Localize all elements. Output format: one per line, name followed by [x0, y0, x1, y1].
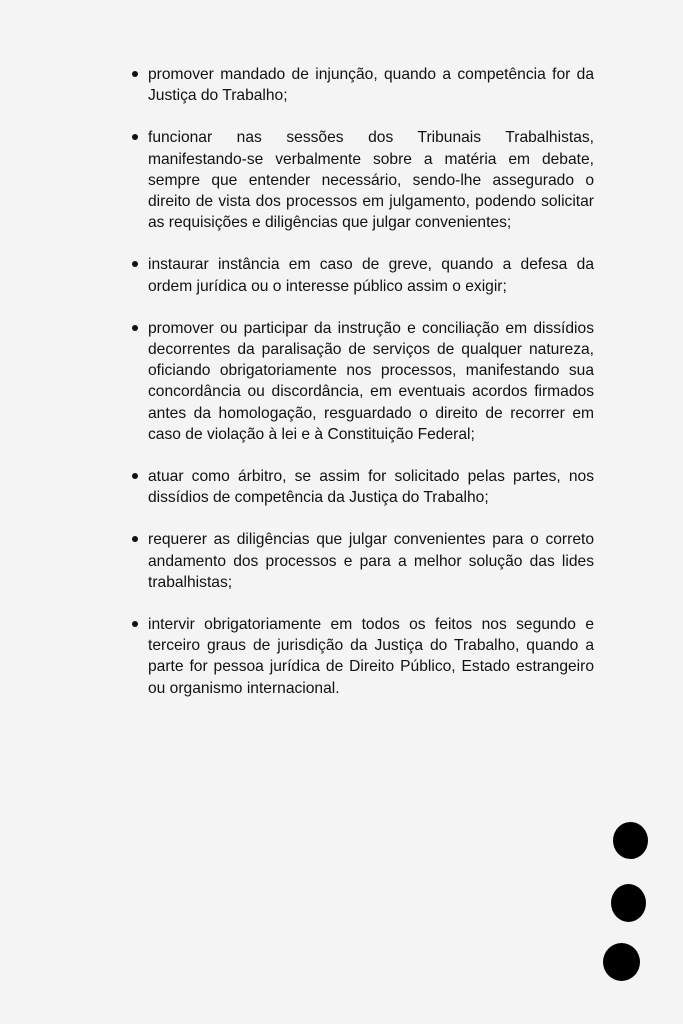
list-item-text: funcionar nas sessões dos Tribunais Trabalhistas, manifestando-se verbalmente sobre a matéria em debate, sempre que entender necessário, sendo-lhe assegurado o direito de vista dos processos em julgamento, podendo solicitar as requisições e diligências que julgar convenientes; [148, 129, 594, 232]
list-item-text: atuar como árbitro, se assim for solicitado pelas partes, nos dissídios de competência da Justiça do Trabalho; [148, 468, 594, 507]
bullet-icon [132, 325, 138, 331]
list-item [148, 614, 594, 699]
list-item [148, 466, 594, 508]
bullet-icon [132, 621, 138, 627]
list-item-text: promover ou participar da instrução e conciliação em dissídios decorrentes da paralisação de serviços de qualquer natureza, oficiando obrigatoriamente nos processos, manifestando sua concordância ou discordância, em eventuais acordos firmados antes da homologação, resguardado o direito de recorrer em caso de violação à lei e à Constituição Federal; [148, 319, 594, 443]
list-item [148, 64, 594, 106]
list-item [148, 254, 594, 296]
decorative-dot-icon [603, 943, 640, 981]
list-item [148, 127, 594, 233]
bullet-icon [132, 71, 138, 77]
bullet-icon [132, 261, 138, 267]
bullet-icon [132, 536, 138, 542]
list-item-text: instaurar instância em caso de greve, quando a defesa da ordem jurídica ou o interesse público assim o exigir; [148, 256, 594, 295]
decorative-dot-icon [611, 884, 646, 922]
list-item [148, 529, 594, 593]
duties-list [148, 64, 594, 720]
list-item-text: intervir obrigatoriamente em todos os feitos nos segundo e terceiro graus de jurisdição da Justiça do Trabalho, quando a parte for pessoa jurídica de Direito Público, Estado estrangeiro ou organismo internacional. [148, 616, 594, 697]
list-item-text: promover mandado de injunção, quando a competência for da Justiça do Trabalho; [148, 66, 594, 105]
bullet-icon [132, 134, 138, 140]
list-item-text: requerer as diligências que julgar convenientes para o correto andamento dos processos e para a melhor solução das lides trabalhistas; [148, 531, 594, 591]
bullet-icon [132, 473, 138, 479]
decorative-dot-icon [613, 822, 648, 859]
list-item [148, 318, 594, 445]
